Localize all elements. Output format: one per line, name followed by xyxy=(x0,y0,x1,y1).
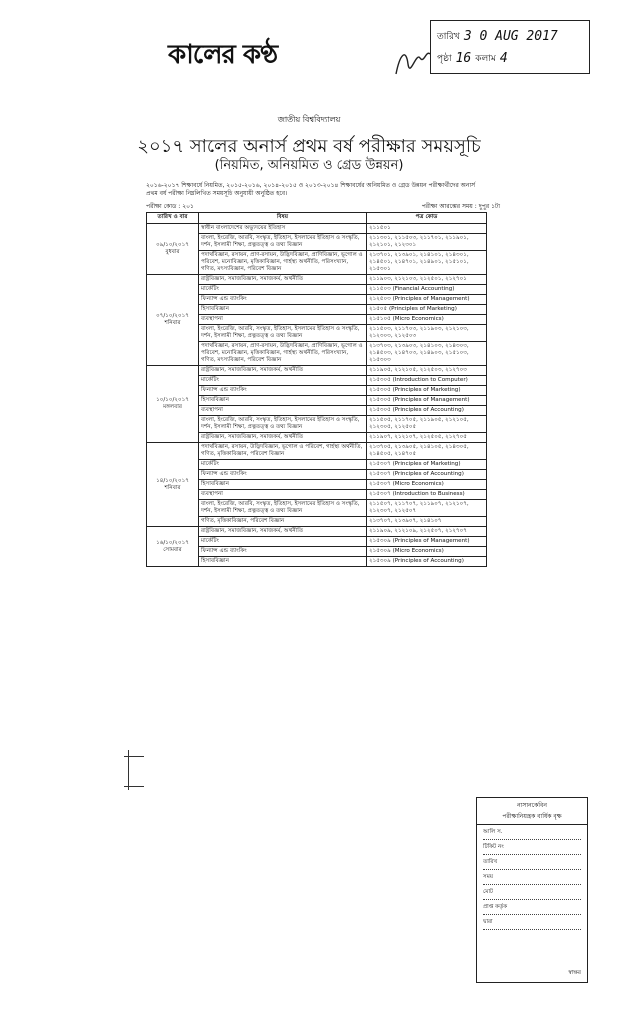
stamp-date-value: 3 0 AUG 2017 xyxy=(463,28,558,44)
header-date: তারিখ ও বার xyxy=(147,213,199,224)
stamp-page-label: পৃষ্ঠা xyxy=(437,53,452,64)
notice-title: ২০১৭ সালের অনার্স প্রথম বর্ষ পরীক্ষার সময়সূচি xyxy=(137,136,481,157)
code-cell: ২১৫৩০৭ (Introduction to Business) xyxy=(367,490,487,500)
stamp-column-label: কলাম xyxy=(475,53,496,64)
date-cell: ১০/১০/২০১৭ মঙ্গলবার xyxy=(147,366,199,443)
subject-cell: হিসাববিজ্ঞান xyxy=(199,480,367,490)
code-cell: ২১১৯০৯, ২১২১০৯, ২১২৫০৭, ২১২৭০৭ xyxy=(367,527,487,537)
subject-cell: পদার্থবিজ্ঞান, রসায়ন, প্রাণ-রসায়ন, উদ্ভিদবিজ্ঞান, প্রাণিবিজ্ঞান, ভূগোল ও পরিবেশ, মনোবিজ্ঞান, মৃত্তিকাবিজ্ঞান, গার্হস্থ্য অর্থনীতি, পরিসংখ্যান, গণিত, মৎস্যবিজ্ঞান, পরিবেশ বিজ্ঞান xyxy=(199,342,367,366)
code-cell: ২১৩৭০৫, ২১৩৯০৫, ২১৪১০৫, ২১৪৩০৫, ২১৪৫০৫, ২১৪৭০৫ xyxy=(367,443,487,460)
subject-cell: ব্যবস্থাপনা xyxy=(199,490,367,500)
table-row xyxy=(147,366,487,376)
newspaper-masthead: কালের কণ্ঠ xyxy=(168,40,278,70)
code-cell: ২১১৯০৫, ২১২১০৫, ২১২৫০৩, ২১২৭০৩ xyxy=(367,366,487,376)
code-cell: ২১২৫০৩ (Principles of Management) xyxy=(367,295,487,305)
code-cell: ২১৩৭০৭, ২১৩৯০৭, ২১৪১০৭ xyxy=(367,517,487,527)
code-cell: ২১৫৩০৫ (Principles of Marketing) xyxy=(367,386,487,396)
institution-name: জাতীয় বিশ্ববিদ্যালয় xyxy=(277,115,341,124)
code-cell: ২১৫১০৫ (Micro Economics) xyxy=(367,315,487,325)
subject-cell: মার্কেটিং xyxy=(199,460,367,470)
table-body xyxy=(147,224,487,567)
subject-cell: বাংলা, ইংরেজি, আরবি, সংস্কৃত, ইতিহাস, ইসলামের ইতিহাস ও সংস্কৃতি, দর্শন, ইসলামী শিক্ষা, প্রত্নতত্ত্ব ও তথ্য বিজ্ঞান xyxy=(199,416,367,433)
subject-cell: মার্কেটিং xyxy=(199,537,367,547)
header-code: পত্র কোড xyxy=(367,213,487,224)
side-box-line: সময় xyxy=(483,870,581,885)
code-cell: ২১৩৭০১, ২১৩৯০১, ২১৪১০১, ২১৪৩০১, ২১৪৫০১, ২১৪৭০১, ২১৪৯০১, ২১৫১০১, ২১৫৩০১ xyxy=(367,251,487,275)
subject-cell: রাষ্ট্রবিজ্ঞান, সমাজবিজ্ঞান, সমাজকর্ম, অর্থনীতি xyxy=(199,366,367,376)
side-box-subtitle: পরীক্ষানিয়ন্ত্রক বার্ষিক বৃক্ষ xyxy=(502,813,562,820)
table-row xyxy=(147,443,487,460)
table-header-row xyxy=(147,213,487,224)
subject-cell: ব্যবস্থাপনা xyxy=(199,315,367,325)
stamp-date-label: তারিখ xyxy=(437,31,460,42)
subject-cell: পদার্থবিজ্ঞান, রসায়ন, উদ্ভিদবিজ্ঞান, ভূগোল ও পরিবেশ, গার্হস্থ্য অর্থনীতি, গণিত, মৃত্তিকাবিজ্ঞান, পরিবেশ বিজ্ঞান xyxy=(199,443,367,460)
code-cell: ২১৫৩০৫ (Introduction to Computer) xyxy=(367,376,487,386)
subject-cell: রাষ্ট্রবিজ্ঞান, সমাজবিজ্ঞান, সমাজকর্ম, অর্থনীতি xyxy=(199,527,367,537)
subject-cell: পদার্থবিজ্ঞান, রসায়ন, প্রাণ-রসায়ন, উদ্ভিদবিজ্ঞান, প্রাণিবিজ্ঞান, ভূগোল ও পরিবেশ, মনোবিজ্ঞান, মৃত্তিকাবিজ্ঞান, গার্হস্থ্য অর্থনীতি, পরিসংখ্যান, গণিত, মৎস্যবিজ্ঞান, পরিবেশ বিজ্ঞান xyxy=(199,251,367,275)
side-box-line: তারিখ xyxy=(483,855,581,870)
clipping-record-box xyxy=(476,797,588,983)
subject-cell: ব্যবস্থাপনা xyxy=(199,406,367,416)
code-cell: ২১১৯০৭, ২১২১০৭, ২১২৫০৫, ২১২৭০৫ xyxy=(367,433,487,443)
date-cell: ০৯/১০/২০১৭ বুধবার xyxy=(147,224,199,275)
stamp-column-value: 4 xyxy=(499,50,508,66)
subject-cell: মার্কেটিং xyxy=(199,376,367,386)
code-cell: ২১৫০৫ (Principles of Marketing) xyxy=(367,305,487,315)
signature-scribble xyxy=(392,44,432,80)
side-box-line: প্রাপ্ত কর্তৃক xyxy=(483,900,581,915)
code-cell: ২১৫৩০৯ (Principles of Management) xyxy=(367,537,487,547)
code-cell: ২১১৫০৫, ২১১৭০৫, ২১১৯০৫, ২১২১০৫, ২১২৩০৫, ২১২৫০৫ xyxy=(367,416,487,433)
exam-schedule-table xyxy=(146,212,487,567)
subject-cell: বাংলা, ইংরেজি, আরবি, সংস্কৃত, ইতিহাস, ইসলামের ইতিহাস ও সংস্কৃতি, দর্শন, ইসলামী শিক্ষা, প্রত্নতত্ত্ব ও তথ্য বিজ্ঞান xyxy=(199,500,367,517)
header-subject: বিষয় xyxy=(199,213,367,224)
code-cell: ২১১৫০১ xyxy=(367,224,487,234)
subject-cell: গণিত, মৃত্তিকাবিজ্ঞান, পরিবেশ বিজ্ঞান xyxy=(199,517,367,527)
code-cell: ২১১৫০৩ (Financial Accounting) xyxy=(367,285,487,295)
subject-cell: বাংলা, ইংরেজি, আরবি, সংস্কৃত, ইতিহাস, ইসলামের ইতিহাস ও সংস্কৃতি, দর্শন, ইসলামী শিক্ষা, প্রত্নতত্ত্ব ও তথ্য বিজ্ঞান xyxy=(199,234,367,251)
code-cell: ২১৫৩০৯ (Principles of Accounting) xyxy=(367,557,487,567)
margin-mark xyxy=(124,786,144,787)
received-date-stamp xyxy=(430,20,590,74)
code-cell: ২১৫৩০৭ (Principles of Accounting) xyxy=(367,470,487,480)
side-box-line: আলি স. xyxy=(483,825,581,840)
table-row xyxy=(147,527,487,537)
subject-cell: বাংলা, ইংরেজি, আরবি, সংস্কৃত, ইতিহাস, ইসলামের ইতিহাস ও সংস্কৃতি, দর্শন, ইসলামী শিক্ষা, প্রত্নতত্ত্ব ও তথ্য বিজ্ঞান xyxy=(199,325,367,342)
exam-code: পরীক্ষা কোড : ২০১ xyxy=(146,203,194,210)
notice-intro: ২০১৬-২০১৭ শিক্ষাবর্ষে নিয়মিত, ২০১৫-২০১৬, ২০১৪-২০১৫ ও ২০১৩-২০১৪ শিক্ষাবর্ষের অনিয়মিত ও গ্রেড উন্নয়ন পরীক্ষার্থীদের অনার্স প্রথম বর্ষ পরীক্ষা নিম্নলিখিত সময়সূচি অনুযায়ী অনুষ্ঠিত হবে। xyxy=(146,182,476,197)
subject-cell: রাষ্ট্রবিজ্ঞান, সমাজবিজ্ঞান, সমাজকর্ম, অর্থনীতি xyxy=(199,433,367,443)
margin-line xyxy=(128,750,129,790)
code-cell: ২১১৫০৩, ২১১৭০৩, ২১১৯০৩, ২১২১০৩, ২১২৩০৩, ২১২৫০৩ xyxy=(367,325,487,342)
side-box-title: নাসানকেবিন xyxy=(517,802,547,809)
subject-cell: হিসাববিজ্ঞান xyxy=(199,557,367,567)
side-box-footer: স্বাক্ষর xyxy=(568,970,581,976)
code-cell: ২১১৯০৩, ২১২১০৩, ২১২৫০১, ২১২৭০১ xyxy=(367,275,487,285)
date-cell: ১৪/১০/২০১৭ শনিবার xyxy=(147,443,199,527)
subject-cell: ফিন্যান্স এন্ড ব্যাংকিং xyxy=(199,470,367,480)
code-cell: ২১৫৩০৭ (Micro Economics) xyxy=(367,480,487,490)
table-row xyxy=(147,224,487,234)
exam-start-time: পরীক্ষা আরম্ভের সময় : দুপুর ১টা xyxy=(421,203,500,210)
date-cell: ১৬/১০/২০১৭ সোমবার xyxy=(147,527,199,567)
code-cell: ২১৫৩০৫ (Principles of Accounting) xyxy=(367,406,487,416)
side-box-line: মোট xyxy=(483,885,581,900)
subject-cell: হিসাববিজ্ঞান xyxy=(199,305,367,315)
subject-cell: হিসাববিজ্ঞান xyxy=(199,396,367,406)
subject-cell: ফিন্যান্স এন্ড ব্যাংকিং xyxy=(199,547,367,557)
code-cell: ২১৩৭০৩, ২১৩৯০৩, ২১৪১০৩, ২১৪৩০৩, ২১৪৫০৩, ২১৪৭০৩, ২১৪৯০৩, ২১৫১০৩, ২১৫৩০৩ xyxy=(367,342,487,366)
code-cell: ২১১৫০৭, ২১১৭০৭, ২১১৯০৭, ২১২১০৭, ২১২৩০৭, ২১২৫০৭ xyxy=(367,500,487,517)
date-cell: ০৭/১০/২০১৭ শনিবার xyxy=(147,275,199,366)
code-cell: ২১৫৩০৫ (Principles of Management) xyxy=(367,396,487,406)
code-cell: ২১৫৩০৭ (Principles of Marketing) xyxy=(367,460,487,470)
stamp-page-value: 16 xyxy=(455,50,472,66)
subject-cell: মার্কেটিং xyxy=(199,285,367,295)
subject-cell: ফিন্যান্স এন্ড ব্যাংকিং xyxy=(199,386,367,396)
side-box-line: টিকিট নং xyxy=(483,840,581,855)
notice-subtitle: (নিয়মিত, অনিয়মিত ও গ্রেড উন্নয়ন) xyxy=(214,158,404,173)
margin-mark xyxy=(124,756,144,757)
code-cell: ২১১৩০১, ২১১৫০৩, ২১১৭০১, ২১১৯০১, ২১২১০১, ২১২৩০১ xyxy=(367,234,487,251)
subject-cell: রাষ্ট্রবিজ্ঞান, সমাজবিজ্ঞান, সমাজকর্ম, অর্থনীতি xyxy=(199,275,367,285)
side-box-line: দ্বারা xyxy=(483,915,581,930)
subject-cell: স্বাধীন বাংলাদেশের অভ্যুদয়ের ইতিহাস xyxy=(199,224,367,234)
table-row xyxy=(147,275,487,285)
code-cell: ২১৫৩০৯ (Micro Economics) xyxy=(367,547,487,557)
subject-cell: ফিন্যান্স এন্ড ব্যাংকিং xyxy=(199,295,367,305)
